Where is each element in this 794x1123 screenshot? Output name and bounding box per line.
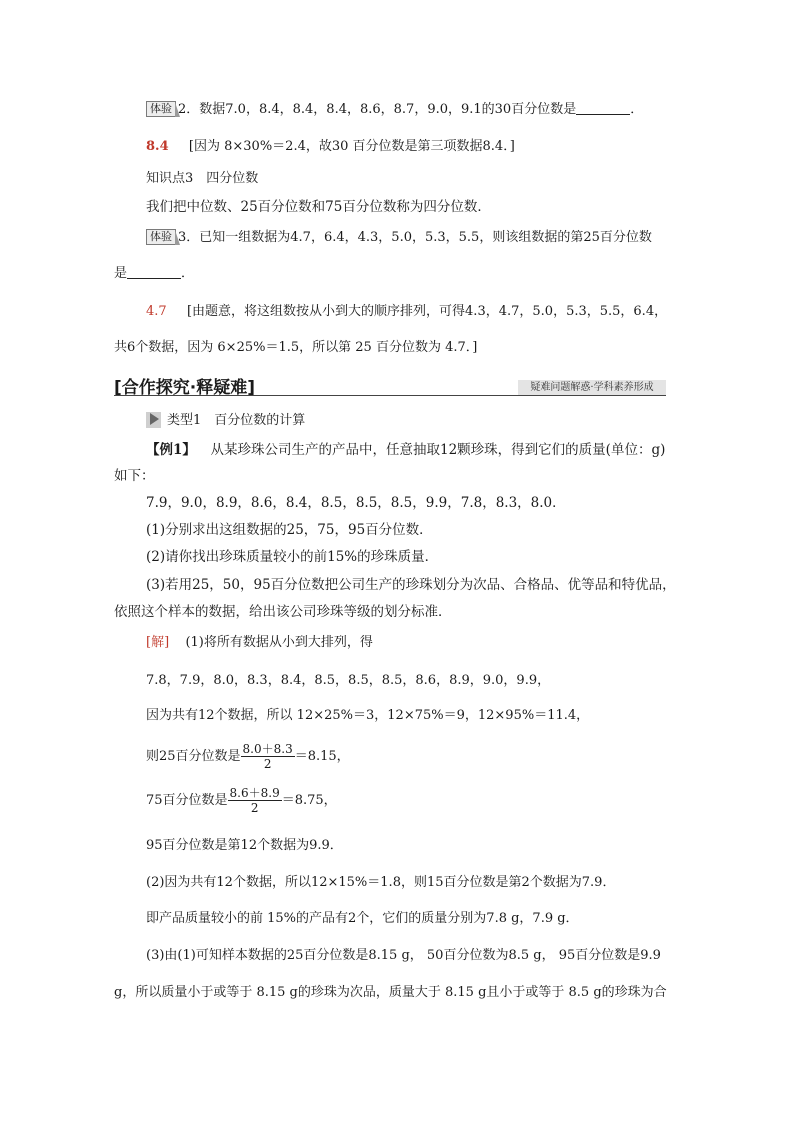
- section-divider: [114, 395, 666, 396]
- section-title: [合作探究·释疑难]: [114, 378, 255, 398]
- solution-p95: 95百分位数是第12个数据为9.9．: [146, 838, 343, 853]
- solution-label: [解]: [146, 635, 170, 650]
- example1-part2: (2)请你找出珍珠质量较小的前15%的珍珠质量．: [146, 549, 439, 565]
- solution-count: 因为共有12个数据，所以 12×25%＝3，12×75%＝9，12×95%＝11.4，: [146, 708, 590, 723]
- example1-line2: 如下：: [114, 468, 155, 484]
- type1-label: 类型1 百分位数的计算: [167, 413, 306, 428]
- solution-s2: (2)因为共有12个数据，所以12×15%＝1.8，则15百分位数是第2个数据为7.9．: [146, 875, 616, 890]
- example1-text1: 从某珍珠公司生产的产品中，任意抽取12颗珍珠，得到它们的质量(单位：g): [210, 442, 666, 458]
- example1-data: 7.9，9.0，8.9，8.6，8.4，8.5，8.5，8.5，9.9，7.8，8.3，8.0．: [146, 495, 566, 511]
- p25-denominator: 2: [263, 757, 272, 771]
- play-arrow-icon: [146, 412, 161, 428]
- q3-explain1: [由题意，将这组数按从小到大的顺序排列，可得4.3，4.7，5.0，5.3，5.5，6.4，: [186, 304, 668, 319]
- solution-sorted: 7.8，7.9，8.0，8.3，8.4，8.5，8.5，8.5，8.6，8.9，9.0，9.9，: [146, 673, 551, 688]
- q2-badge: 体验: [146, 101, 176, 117]
- q2-answer-blank: [576, 102, 630, 115]
- q2-question: [146, 101, 643, 119]
- p25-numerator: 8.0＋8.3: [242, 742, 293, 756]
- example1-part1: (1)分别求出这组数据的25，75，95百分位数．: [146, 522, 433, 538]
- example1-part3a: (3)若用25，50，95百分位数把公司生产的珍珠划分为次品、合格品、优等品和特优品，: [146, 577, 676, 593]
- kp3-body: 我们把中位数、25百分位数和75百分位数称为四分位数．: [146, 199, 491, 215]
- p75-pre: 75百分位数是: [146, 793, 228, 808]
- p25-pre: 则25百分位数是: [146, 749, 241, 764]
- q2-end: ．: [630, 102, 644, 117]
- q3-end: ．: [181, 266, 195, 281]
- type1-heading: [146, 412, 305, 430]
- q3-answer-line: [146, 303, 667, 321]
- p75-numerator: 8.6＋8.9: [229, 786, 280, 800]
- solution-line1: [146, 634, 373, 652]
- q3-text: 3．已知一组数据为4.7，6.4，4.3，5.0，5.3，5.5，则该组数据的第25百分位数: [178, 230, 652, 245]
- kp3-title: 知识点3 四分位数: [146, 171, 259, 186]
- p25-fraction: [241, 742, 295, 771]
- solution-s2b: 即产品质量较小的前 15%的产品有2个，它们的质量分别为7.8 g，7.9 g．: [146, 911, 579, 926]
- solution-p75: [146, 781, 337, 821]
- q3-question: [146, 229, 652, 247]
- example1-label: 【例1】: [146, 442, 196, 458]
- q3-explain2: 共6个数据，因为 6×25%＝1.5，所以第 25 百分位数为 4.7．]: [114, 340, 478, 355]
- q3-answer-blank: [127, 266, 181, 279]
- example1-part3b: 依照这个样本的数据，给出该公司珍珠等级的划分标准．: [114, 604, 452, 620]
- p75-fraction: [228, 786, 282, 815]
- q3-line2-start: 是: [114, 266, 128, 281]
- p25-post: ＝8.15，: [294, 749, 350, 764]
- section-tag: 疑难问题解惑·学科素养形成: [518, 380, 666, 395]
- q2-answer: 8.4: [146, 139, 169, 154]
- solution-s1: (1)将所有数据从小到大排列，得: [185, 635, 373, 650]
- example1-line1: [146, 441, 665, 459]
- solution-s3a: (3)由(1)可知样本数据的25百分位数是8.15 g， 50百分位数为8.5 g， 95百分位数是9.9: [146, 948, 661, 963]
- q3-answer: 4.7: [146, 304, 167, 319]
- q3-badge: 体验: [146, 229, 176, 245]
- q2-text: 2．数据7.0，8.4，8.4，8.4，8.6，8.7，9.0，9.1的30百分位数是: [178, 102, 577, 117]
- q3-question-line2: [114, 265, 194, 283]
- p75-post: ＝8.75，: [281, 793, 337, 808]
- solution-s3b: g，所以质量小于或等于 8.15 g的珍珠为次品，质量大于 8.15 g且小于或等于 8.5 g的珍珠为合: [114, 985, 667, 1000]
- q2-answer-line: [146, 138, 515, 156]
- q2-explain: [因为 8×30%＝2.4，故30 百分位数是第三项数据8.4．]: [188, 139, 515, 154]
- solution-p25: [146, 737, 350, 777]
- p75-denominator: 2: [250, 801, 259, 815]
